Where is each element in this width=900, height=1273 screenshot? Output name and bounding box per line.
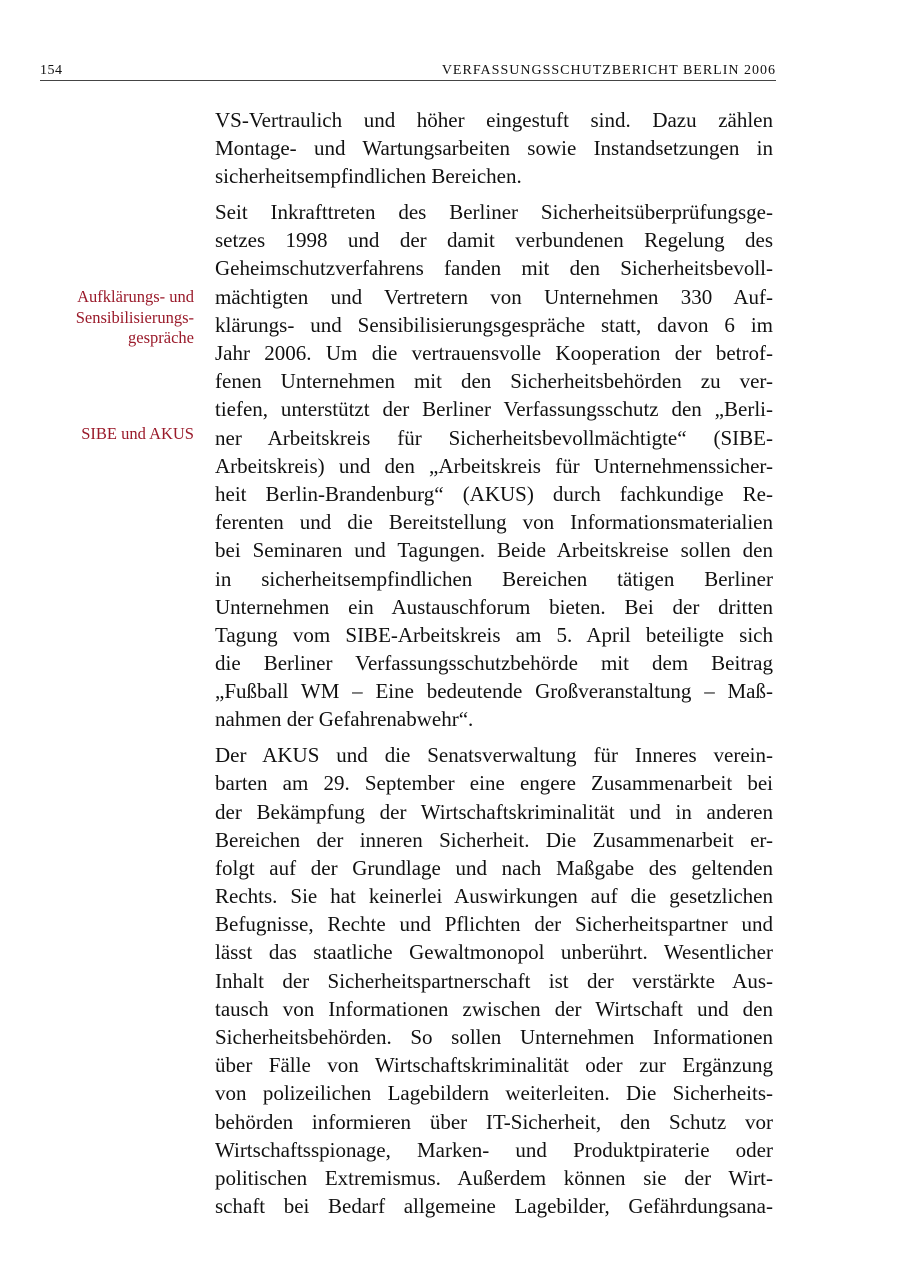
margin-note-aufklaerung [76,287,194,349]
text-line: tiefen, unterstützt der Berliner Verfassungsschutz den „Berli- [215,397,773,422]
text-line: der Bekämpfung der Wirtschaftskriminalität und in anderen [215,799,773,824]
paragraph [215,741,773,1220]
running-title: VERFASSUNGSSCHUTZBERICHT BERLIN 2006 [441,63,776,78]
text-line: in sicherheitsempfindlichen Bereichen tätigen Berliner [215,566,773,591]
text-line: behörden informieren über IT-Sicherheit, den Schutz vor [215,1109,773,1134]
text-line: ferenten und die Bereitstellung von Informationsmaterialien [215,510,773,535]
text-line: ner Arbeitskreis für Sicherheitsbevollmächtigte“ (SIBE- [215,425,773,450]
body-text [215,106,773,1228]
text-line: Sicherheitsbehörden. So sollen Unternehmen Informationen [215,1025,773,1049]
paragraph [215,198,773,734]
text-line: Bereichen der inneren Sicherheit. Die Zusammenarbeit er- [215,827,773,852]
text-line: „Fußball WM – Eine bedeutende Großveranstaltung – Maß- [215,679,773,704]
text-line: Jahr 2006. Um die vertrauensvolle Kooperation der betrof- [215,341,773,365]
text-line: Inhalt der Sicherheitspartnerschaft ist der verstärkte Aus- [215,968,773,993]
page-header [40,60,776,81]
text-line: heit Berlin-Brandenburg“ (AKUS) durch fachkundige Re- [215,481,773,506]
text-line: barten am 29. September eine engere Zusammenarbeit bei [215,771,773,796]
margin-note-line: gespräche [128,328,194,347]
text-line: Wirtschaftsspionage, Marken- und Produktpiraterie oder [215,1137,773,1162]
text-line: sicherheitsempfindlichen Bereichen. [215,164,522,189]
text-line: Der AKUS und die Senatsverwaltung für Inneres verein- [215,743,773,768]
text-line: VS-Vertraulich und höher eingestuft sind. Dazu zählen [215,108,773,132]
text-line: fenen Unternehmen mit den Sicherheitsbehörden zu ver- [215,369,773,394]
page-number: 154 [40,63,63,78]
margin-note-sibe-akus [81,424,194,445]
text-line: Tagung vom SIBE-Arbeitskreis am 5. April beteiligte sich [215,622,773,647]
text-line: Geheimschutzverfahrens fanden mit den Sicherheitsbevoll- [215,256,773,281]
text-line: die Berliner Verfassungsschutzbehörde mit dem Beitrag [215,651,773,676]
paragraph [215,106,773,191]
margin-note-line: Sensibilisierungs- [75,307,194,327]
margin-note-line: SIBE und AKUS [81,424,194,443]
text-line: Rechts. Sie hat keinerlei Auswirkungen auf die gesetzlichen [215,884,773,909]
text-line: bei Seminaren und Tagungen. Beide Arbeitskreise sollen den [215,538,773,563]
text-line: tausch von Informationen zwischen der Wirtschaft und den [215,996,773,1021]
text-line: politischen Extremismus. Außerdem können sie der Wirt- [215,1165,773,1190]
text-line: klärungs- und Sensibilisierungsgespräche statt, davon 6 im [215,312,773,337]
text-line: Befugnisse, Rechte und Pflichten der Sicherheitspartner und [215,912,773,937]
text-line: folgt auf der Grundlage und nach Maßgabe des geltenden [215,855,773,880]
text-line: Seit Inkrafttreten des Berliner Sicherheitsüberprüfungsge- [215,200,773,225]
text-line: Arbeitskreis) und den „Arbeitskreis für Unternehmenssicher- [215,453,773,478]
text-line: Montage- und Wartungsarbeiten sowie Instandsetzungen in [215,136,773,161]
text-line: mächtigten und Vertretern von Unternehmen 330 Auf- [215,284,773,309]
text-line: nahmen der Gefahrenabwehr“. [215,707,474,732]
text-line: Unternehmen ein Austauschforum bieten. Bei der dritten [215,594,773,619]
text-line: über Fälle von Wirtschaftskriminalität oder zur Ergänzung [215,1053,773,1078]
text-line: setzes 1998 und der damit verbundenen Regelung des [215,228,773,253]
text-line: lässt das staatliche Gewaltmonopol unberührt. Wesentlicher [215,940,773,965]
text-line: schaft bei Bedarf allgemeine Lagebilder, Gefährdungsana- [215,1194,773,1219]
text-line: von polizeilichen Lagebildern weiterleiten. Die Sicherheits- [215,1081,773,1106]
margin-note-line: Aufklärungs- und [77,287,194,306]
